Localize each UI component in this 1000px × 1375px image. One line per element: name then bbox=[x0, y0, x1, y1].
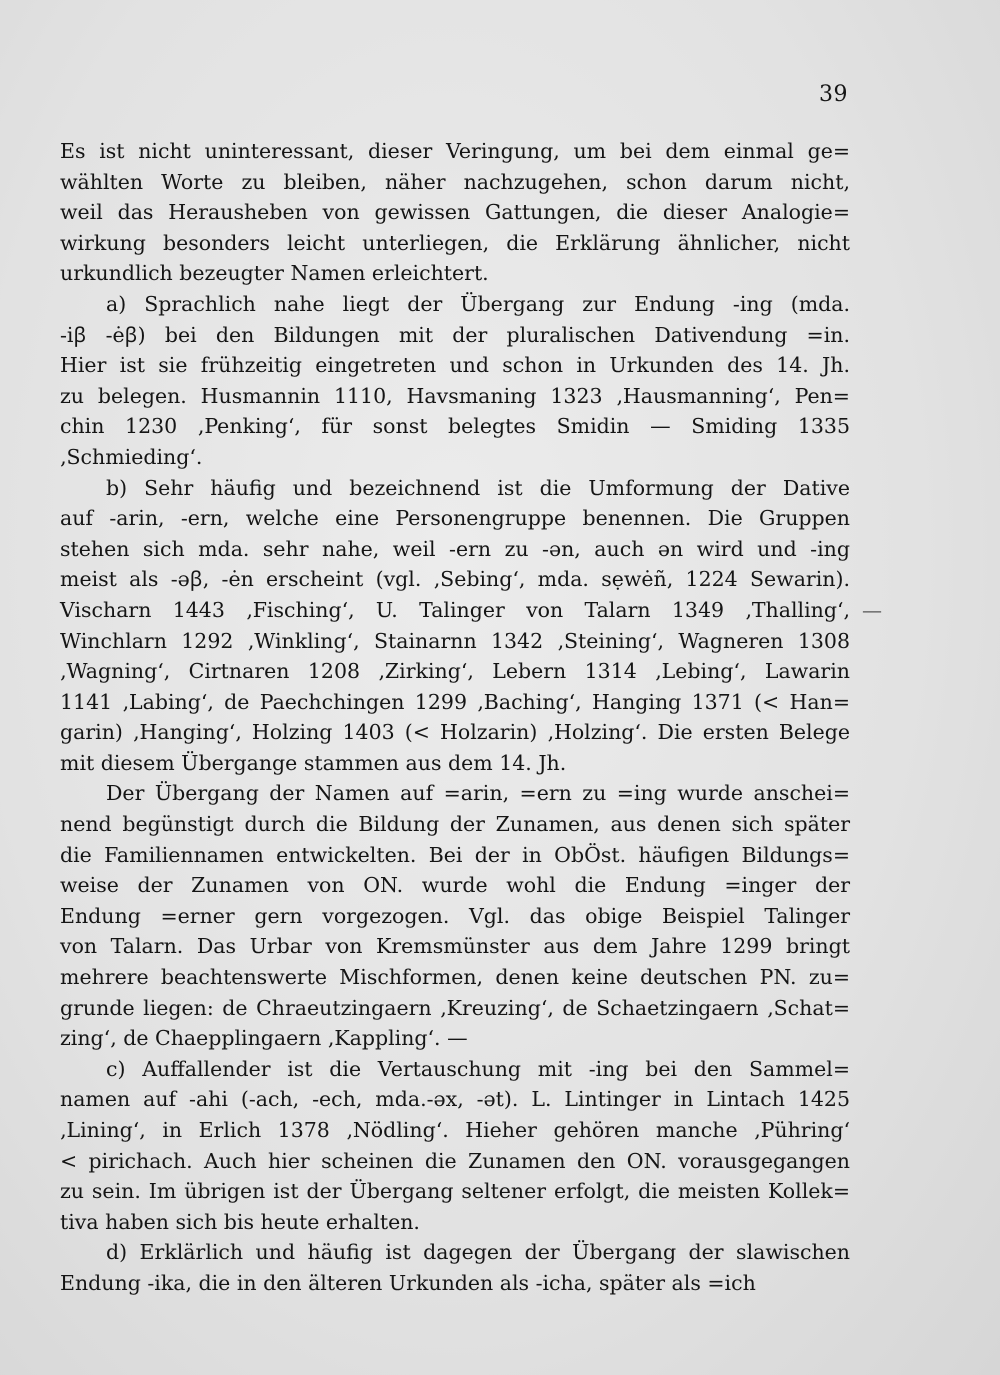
text-line: Winchlarn 1292 ‚Winkling‘, Stainarnn 1342 ‚Steining‘, Wagneren 1308 bbox=[60, 628, 850, 653]
text-line: zu belegen. Husmannin 1110, Havsmaning 1323 ‚Hausmanning‘, Pen= bbox=[60, 383, 850, 408]
text-line: ‚Wagning‘, Cirtnaren 1208 ‚Zirking‘, Lebern 1314 ‚Lebing‘, Lawarin bbox=[60, 659, 850, 684]
text-line: garin) ‚Hanging‘, Holzing 1403 (< Holzarin) ‚Holzing‘. Die ersten Belege bbox=[60, 720, 850, 745]
text-line: 1141 ‚Labing‘, de Paechchingen 1299 ‚Baching‘, Hanging 1371 (< Han= bbox=[60, 689, 850, 714]
text-line: c) Auffallender ist die Vertauschung mit -ing bei den Sammel= bbox=[106, 1056, 850, 1081]
body-text bbox=[60, 136, 850, 1299]
text-line: auf -arin, -ern, welche eine Personengruppe benennen. Die Gruppen bbox=[60, 506, 850, 531]
paragraph-intro bbox=[60, 136, 850, 289]
text-line: nend begünstigt durch die Bildung der Zunamen, aus denen sich später bbox=[60, 812, 850, 837]
text-line: Endung =erner gern vorgezogen. Vgl. das obige Beispiel Talinger bbox=[60, 903, 850, 928]
text-line: Es ist nicht uninteressant, dieser Veringung, um bei dem einmal ge= bbox=[60, 139, 850, 163]
text-line: weise der Zunamen von ON. wurde wohl die Endung =inger der bbox=[60, 873, 850, 898]
text-line: zu sein. Im übrigen ist der Übergang seltener erfolgt, die meisten Kollek= bbox=[60, 1179, 850, 1204]
text-line: mit diesem Übergange stammen aus dem 14. Jh. bbox=[60, 750, 567, 775]
text-line: die Familiennamen entwickelten. Bei der in ObÖst. häufigen Bildungs= bbox=[60, 842, 850, 867]
text-line: -iꞵ -ėꞵ) bei den Bildungen mit der pluralischen Dativendung =in. bbox=[60, 322, 850, 347]
text-line: ‚Schmieding‘. bbox=[60, 444, 203, 469]
text-line: Vischarn 1443 ‚Fisching‘, U. Talinger von Talarn 1349 ‚Thalling‘, bbox=[60, 597, 850, 622]
text-line: urkundlich bezeugter Namen erleichtert. bbox=[60, 261, 489, 286]
text-line: d) Erklärlich und häufig ist dagegen der Übergang der slawischen bbox=[106, 1240, 850, 1265]
text-line: weil das Herausheben von gewissen Gattungen, die dieser Analogie= bbox=[60, 200, 850, 225]
text-line: grunde liegen: de Chraeutzingaern ‚Kreuzing‘, de Schaetzingaern ‚Schat= bbox=[60, 995, 850, 1020]
text-line: stehen sich mda. sehr nahe, weil -ern zu -ən, auch ən wird und -ing bbox=[60, 536, 850, 561]
text-line: namen auf -ahi (-ach, -ech, mda.-əx, -ət). L. Lintinger in Lintach 1425 bbox=[60, 1087, 850, 1112]
text-line: wirkung besonders leicht unterliegen, die Erklärung ähnlicher, nicht bbox=[60, 230, 850, 255]
text-line: meist als -əꞵ, -ėn erscheint (vgl. ‚Sebing‘, mda. sẹwėñ, 1224 Sewarin). bbox=[60, 567, 850, 592]
text-line: b) Sehr häufig und bezeichnend ist die Umformung der Dative bbox=[106, 475, 850, 500]
text-line: chin 1230 ‚Penking‘, für sonst belegtes Smidin — Smiding 1335 bbox=[60, 414, 850, 439]
text-line: von Talarn. Das Urbar von Kremsmünster aus dem Jahre 1299 bringt bbox=[60, 934, 850, 959]
page-number: 39 bbox=[819, 82, 848, 107]
text-line: a) Sprachlich nahe liegt der Übergang zur Endung -ing (mda. bbox=[106, 291, 850, 316]
paragraph-d bbox=[60, 1237, 850, 1298]
paragraph-names bbox=[60, 778, 850, 1053]
text-line: Der Übergang der Namen auf =arin, =ern zu =ing wurde anschei= bbox=[106, 781, 850, 806]
text-line: tiva haben sich bis heute erhalten. bbox=[60, 1209, 420, 1234]
text-line: ‚Lining‘, in Erlich 1378 ‚Nödling‘. Hieher gehören manche ‚Pühring‘ bbox=[60, 1118, 850, 1142]
paragraph-a bbox=[60, 289, 850, 473]
text-line: Hier ist sie frühzeitig eingetreten und schon in Urkunden des 14. Jh. bbox=[60, 353, 850, 378]
text-line: Endung -ika, die in den älteren Urkunden als -icha, später als =ich bbox=[60, 1270, 756, 1295]
text-line: zing‘, de Chaepplingaern ‚Kappling‘. — bbox=[60, 1026, 468, 1051]
paragraph-b bbox=[60, 473, 850, 779]
paragraph-c bbox=[60, 1054, 850, 1238]
text-line: mehrere beachtenswerte Mischformen, denen keine deutschen PN. zu= bbox=[60, 965, 850, 990]
margin-dash-mark: — bbox=[862, 598, 882, 622]
text-line: wählten Worte zu bleiben, näher nachzugehen, schon darum nicht, bbox=[60, 169, 850, 194]
text-line: < pirichach. Auch hier scheinen die Zunamen den ON. vorausgegangen bbox=[60, 1148, 850, 1173]
